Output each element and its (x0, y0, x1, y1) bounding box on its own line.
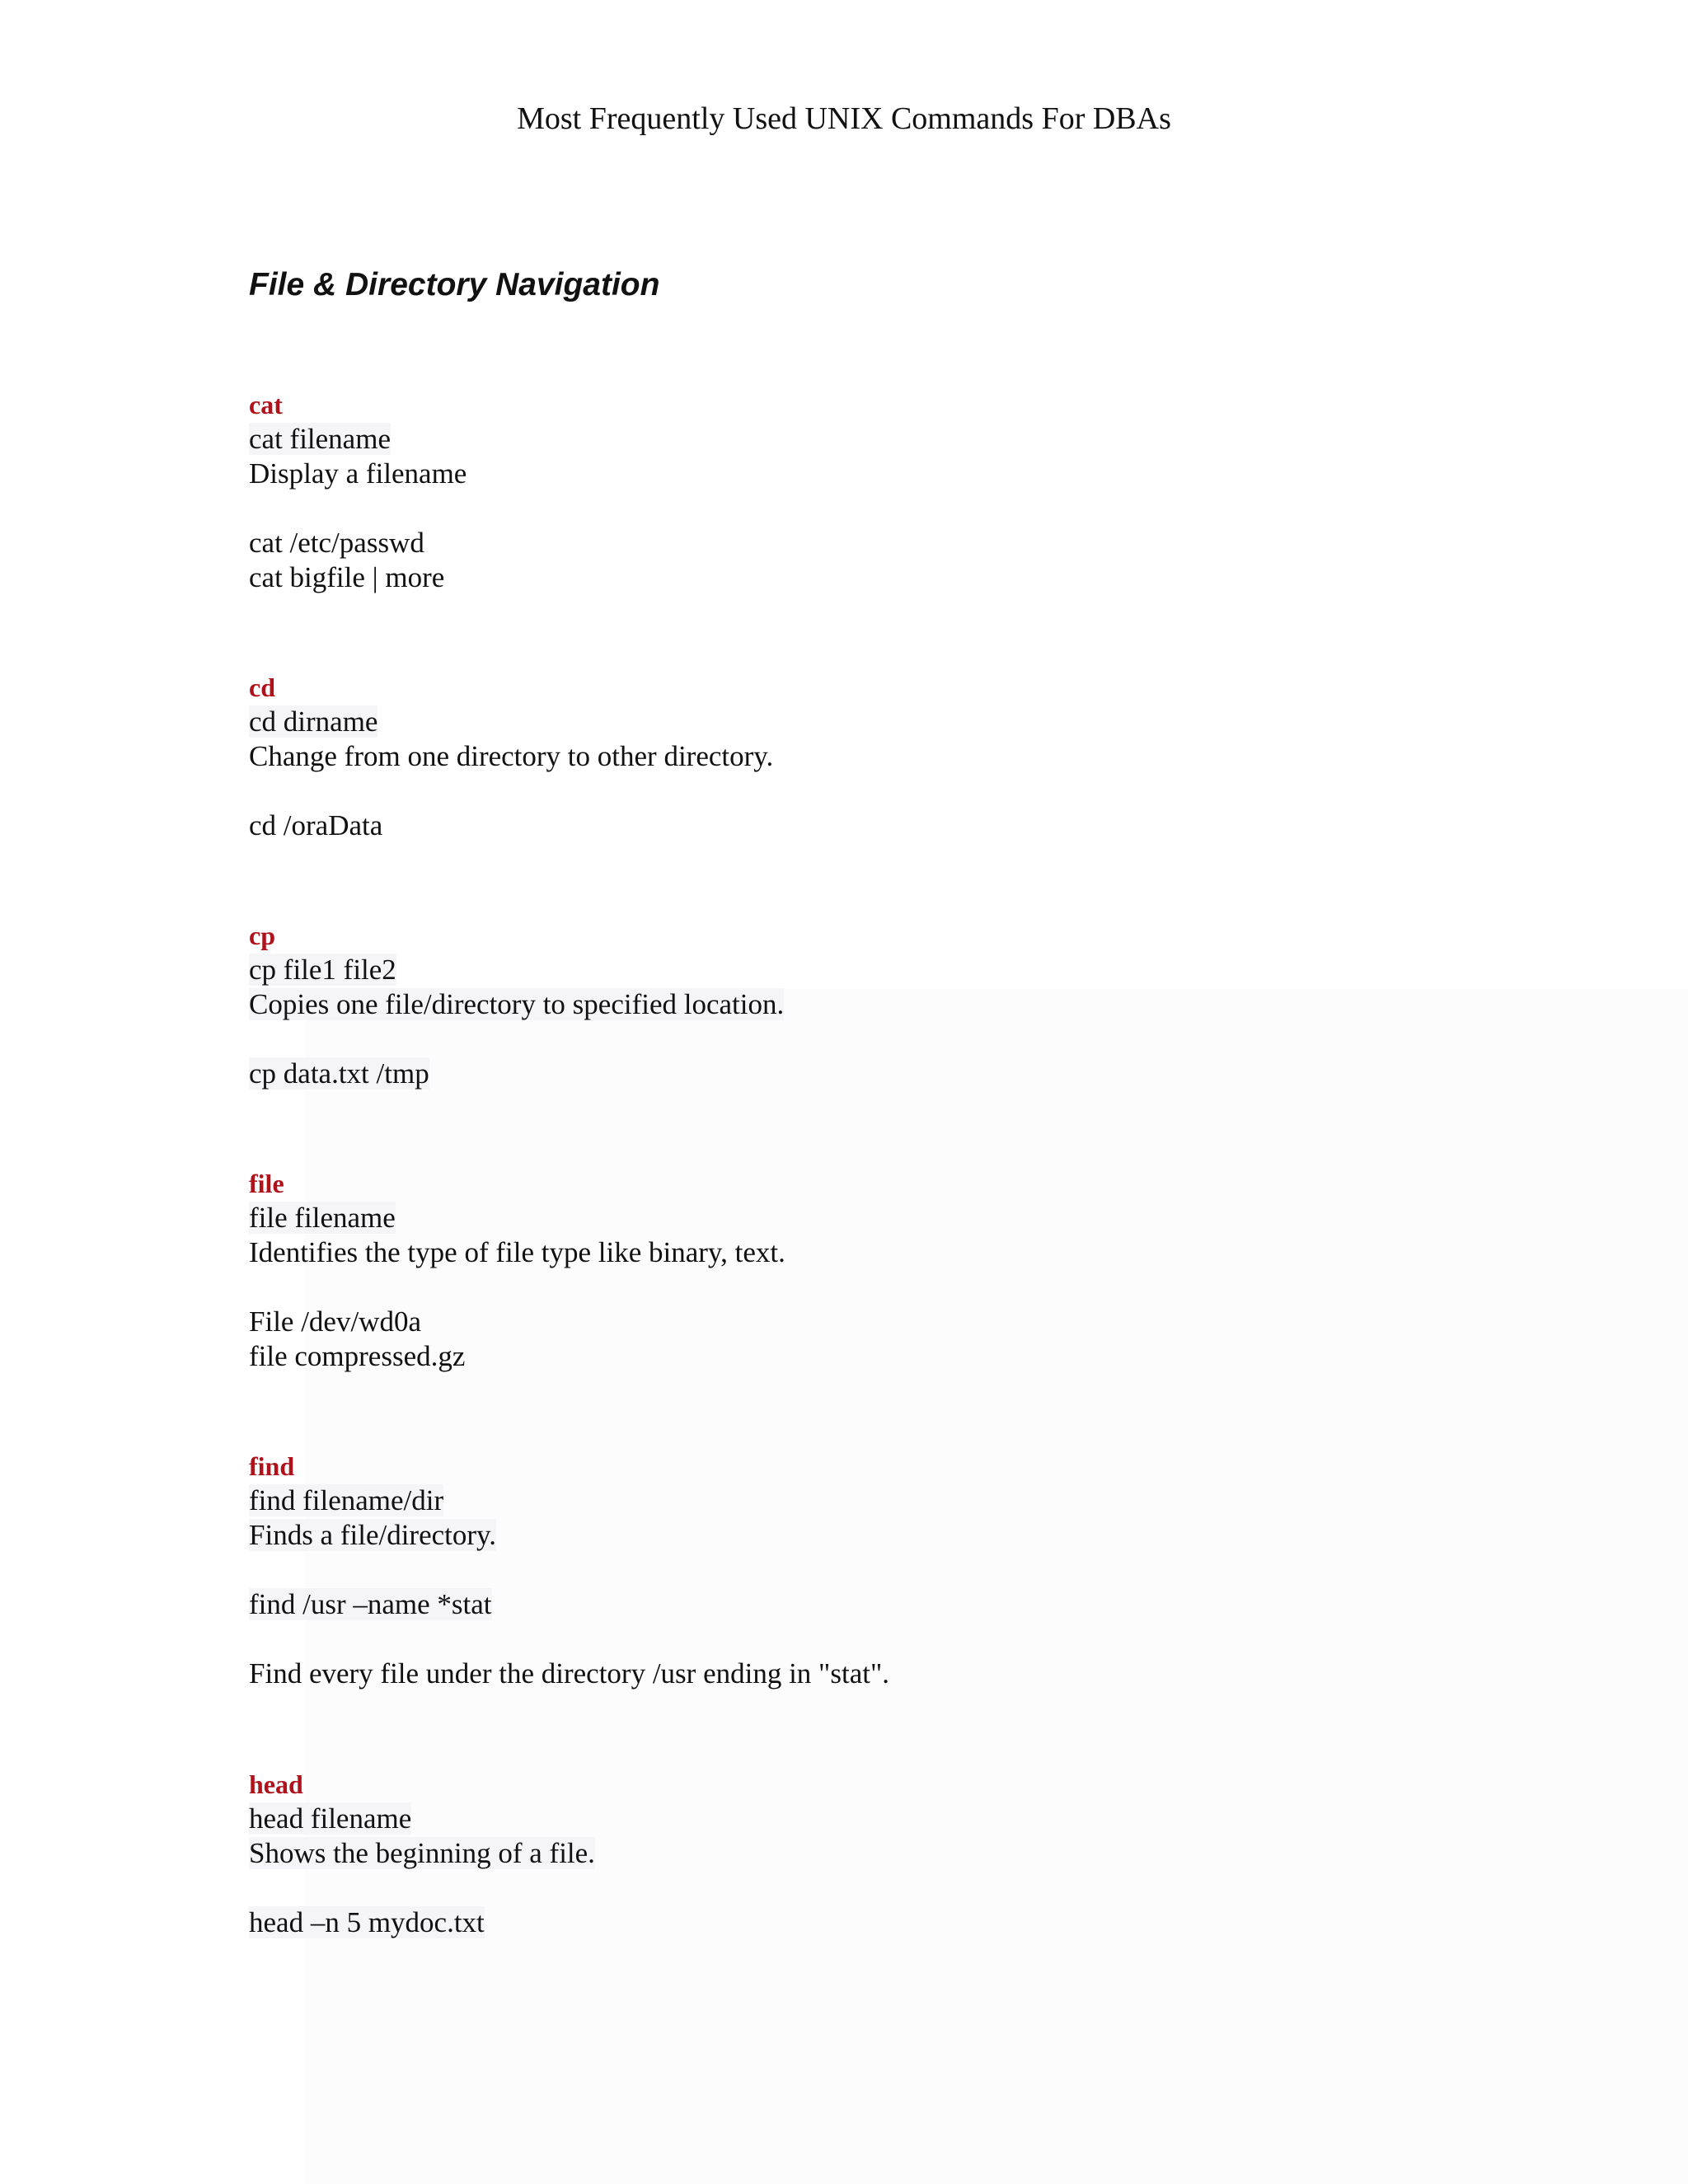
command-description: Identifies the type of file type like binary, text. (249, 1236, 785, 1268)
command-example: find /usr –name *stat (249, 1588, 492, 1620)
spacer (249, 1022, 784, 1057)
command-syntax: head filename (249, 1802, 412, 1835)
command-description: Copies one file/directory to specified location. (249, 988, 785, 1020)
command-description: Finds a file/directory. (249, 1519, 497, 1551)
command-name: find (249, 1451, 295, 1481)
command-example: cat /etc/passwd (249, 527, 424, 559)
command-note: Find every file under the directory /usr ending in "stat". (249, 1657, 889, 1690)
spacer (249, 1553, 889, 1587)
command-syntax: find filename/dir (249, 1484, 444, 1516)
spacer (249, 491, 467, 526)
command-syntax: cat filename (249, 423, 391, 455)
command-entry-file (249, 1166, 785, 1374)
command-example: cp data.txt /tmp (249, 1057, 429, 1090)
command-entry-find (249, 1449, 889, 1691)
command-syntax: file filename (249, 1202, 396, 1234)
command-entry-cd (249, 670, 773, 843)
command-description: Shows the beginning of a file. (249, 1837, 595, 1869)
command-name: head (249, 1769, 303, 1799)
command-entry-cp (249, 918, 784, 1091)
command-example: File /dev/wd0a (249, 1305, 421, 1338)
command-name: cat (249, 390, 283, 419)
command-example: cd /oraData (249, 809, 383, 841)
spacer (249, 1871, 595, 1905)
command-name: cd (249, 673, 275, 702)
command-example: cat bigfile | more (249, 561, 445, 593)
command-example: head –n 5 mydoc.txt (249, 1906, 485, 1938)
command-syntax: cd dirname (249, 705, 378, 738)
spacer (249, 1622, 889, 1657)
section-heading: File & Directory Navigation (249, 267, 660, 302)
command-entry-cat (249, 387, 467, 595)
command-example: file compressed.gz (249, 1340, 466, 1372)
command-syntax: cp file1 file2 (249, 954, 396, 986)
command-name: cp (249, 921, 275, 950)
command-description: Display a filename (249, 457, 467, 490)
command-name: file (249, 1169, 284, 1198)
document-title: Most Frequently Used UNIX Commands For DBAs (517, 101, 1171, 136)
spacer (249, 774, 773, 808)
command-description: Change from one directory to other directory. (249, 740, 774, 772)
spacer (249, 1270, 785, 1305)
command-entry-head (249, 1767, 595, 1940)
